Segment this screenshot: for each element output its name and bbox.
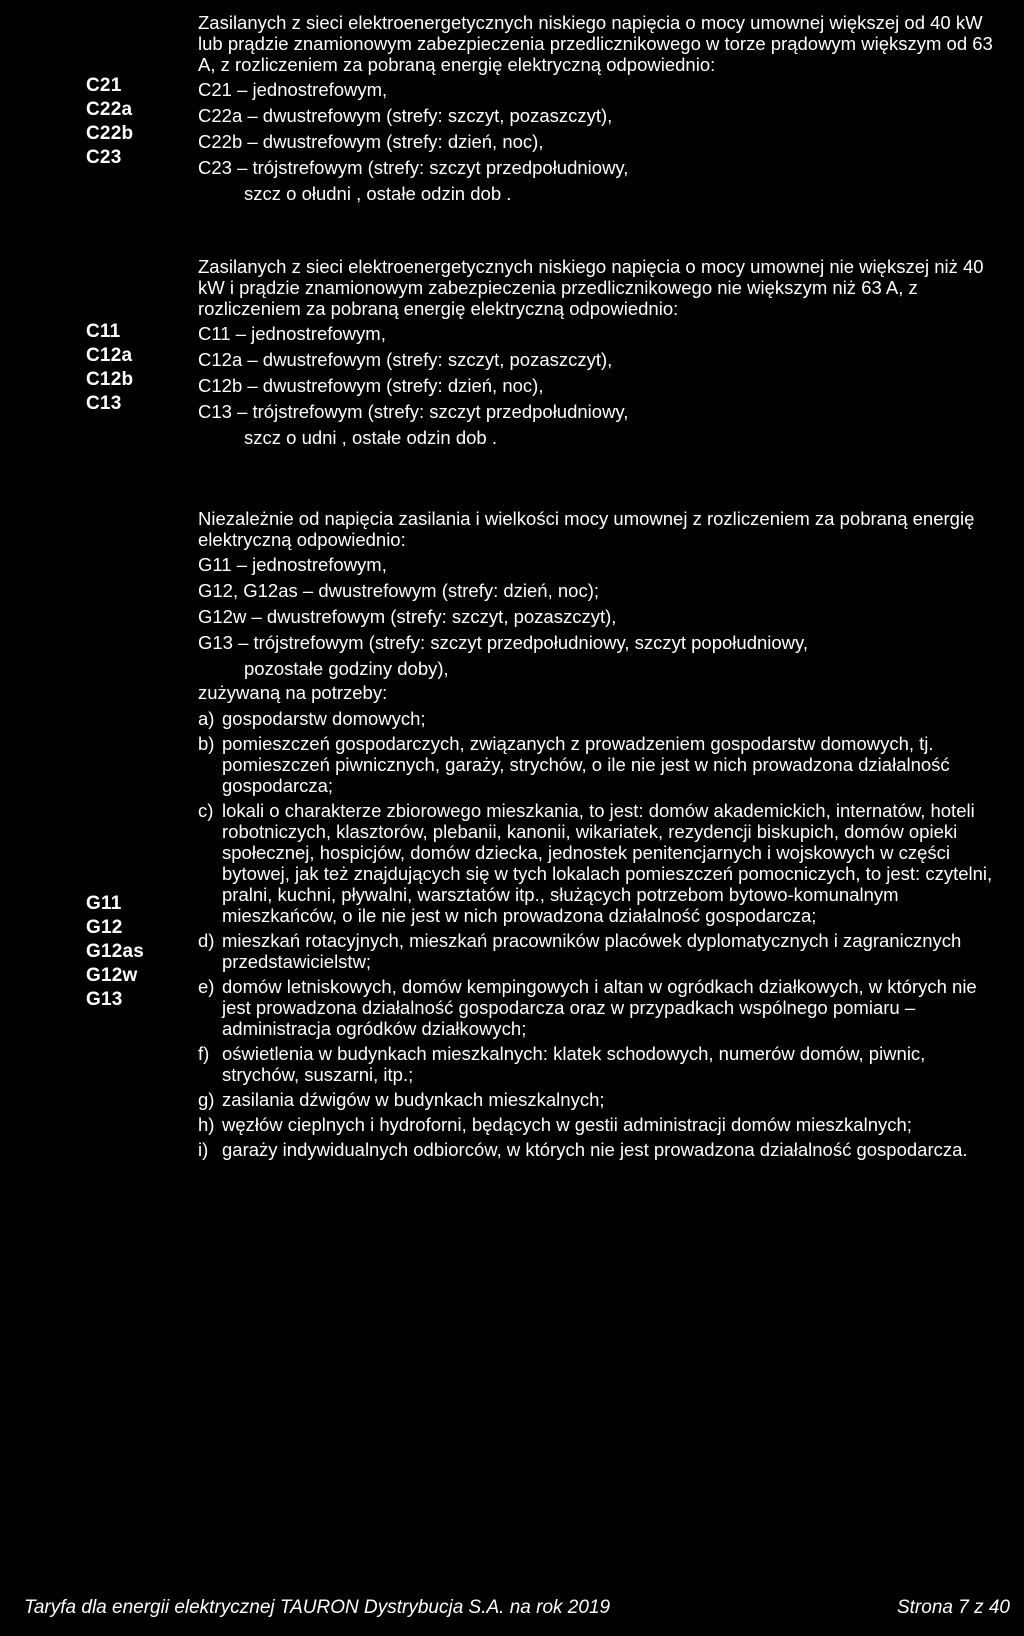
list-item	[198, 733, 998, 796]
tariff-line: C22a – dwustrefowym (strefy: szczyt, pozaszczyt),	[198, 105, 613, 126]
list-item-text: domów letniskowych, domów kempingowych i altan w ogródkach działkowych, w których nie jest prowadzona działalność gospodarcza oraz w przypadkach wspólnego pomiaru – administracja ogródków działkowych;	[222, 976, 977, 1039]
list-item-text: zasilania dźwigów w budynkach mieszkalnych;	[222, 1089, 605, 1110]
tariff-code: C22a	[86, 99, 133, 120]
list-item-label: d)	[198, 930, 215, 951]
section-intro: Zasilanych z sieci elektroenergetycznych niskiego napięcia o mocy umownej większej od 40 kW lub prądzie znamionowym zabezpieczenia przedlicznikowego w torze prądowym większym od 63 A, z rozliczeniem za pobraną energię elektryczną odpowiednio:	[198, 12, 993, 75]
list-item-label: e)	[198, 976, 215, 997]
tariff-code: C11	[86, 321, 121, 342]
list-item-text: mieszkań rotacyjnych, mieszkań pracowników placówek dyplomatycznych i zagranicznych przedstawicielstw;	[222, 930, 962, 972]
list-item-text: węzłów cieplnych i hydroforni, będących w gestii administracji domów mieszkalnych;	[222, 1114, 912, 1135]
footer-page-number: Strona 7 z 40	[896, 1597, 1010, 1618]
tariff-line: C22b – dwustrefowym (strefy: dzień, noc),	[198, 131, 544, 152]
list-item	[198, 1043, 998, 1085]
tariff-code: C22b	[86, 123, 134, 144]
list-item	[198, 930, 998, 972]
tariff-codes-c1	[86, 320, 133, 416]
tariff-line-continuation: szcz o ołudni , ostałe odzin dob .	[244, 183, 512, 204]
list-item	[198, 1139, 998, 1160]
section-intro: Niezależnie od napięcia zasilania i wielkości mocy umownej z rozliczeniem za pobraną energię elektryczną odpowiednio:	[198, 508, 975, 550]
tariff-line: C11 – jednostrefowym,	[198, 323, 386, 344]
tariff-line: G12, G12as – dwustrefowym (strefy: dzień, noc);	[198, 580, 599, 601]
tariff-codes-c2	[86, 74, 133, 170]
tariff-code: G11	[86, 893, 122, 914]
tariff-line: C12a – dwustrefowym (strefy: szczyt, pozaszczyt),	[198, 349, 613, 370]
tariff-code: C12a	[86, 345, 133, 366]
tariff-line: C13 – trójstrefowym (strefy: szczyt przedpołudniowy,	[198, 401, 629, 422]
tariff-description-c1	[198, 256, 998, 453]
page-footer	[0, 1595, 1024, 1625]
tariff-line: C21 – jednostrefowym,	[198, 79, 388, 100]
list-item-label: f)	[198, 1043, 210, 1064]
list-item	[198, 1089, 998, 1110]
list-item	[198, 1114, 998, 1135]
list-item-label: a)	[198, 708, 215, 729]
tariff-code: G12w	[86, 965, 138, 986]
tariff-line: G11 – jednostrefowym,	[198, 554, 387, 575]
tariff-line: C12b – dwustrefowym (strefy: dzień, noc),	[198, 375, 544, 396]
list-item-label: h)	[198, 1114, 215, 1135]
tariff-line-continuation: pozostałe godziny doby),	[244, 658, 449, 679]
list-item-text: oświetlenia w budynkach mieszkalnych: klatek schodowych, numerów domów, piwnic, strychów, suszarni, itp.;	[222, 1043, 926, 1085]
list-item	[198, 800, 998, 926]
tariff-line-continuation: szcz o udni , ostałe odzin dob .	[244, 427, 497, 448]
list-item-text: garaży indywidualnych odbiorców, w których nie jest prowadzona działalność gospodarcza.	[222, 1139, 968, 1160]
footer-document-title: Taryfa dla energii elektrycznej TAURON Dystrybucja S.A. na rok 2019	[24, 1597, 611, 1618]
list-item	[198, 708, 998, 729]
tariff-code: C21	[86, 75, 122, 96]
list-item-label: i)	[198, 1139, 209, 1160]
tariff-code: C23	[86, 147, 122, 168]
list-item	[198, 976, 998, 1039]
list-item-text: lokali o charakterze zbiorowego mieszkania, to jest: domów akademickich, internatów, hoteli robotniczych, klasztorów, plebanii, kanonii, wikariatek, rezydencji biskupich, domów opieki społecznej, hospicjów, domów dziecka, jednostek penitencjarnych i wojskowych w części bytowej, jak też znajdujących się w tych lokalach pomieszczeń pomocniczych, to jest: czytelni, pralni, kuchni, pływalni, warsztatów itp., służących potrzebom bytowo-komunalnym mieszkańców, o ile nie jest w nich prowadzona działalność gospodarcza;	[222, 800, 993, 926]
tariff-code: C13	[86, 393, 122, 414]
tariff-description-g	[198, 508, 998, 1164]
tariff-code: G12as	[86, 941, 145, 962]
tariff-line: G12w – dwustrefowym (strefy: szczyt, pozaszczyt),	[198, 606, 617, 627]
list-item-text: pomieszczeń gospodarczych, związanych z prowadzeniem gospodarstw domowych, tj. pomieszczeń piwnicznych, garaży, strychów, o ile nie jest w nich prowadzona działalność gospodarcza;	[222, 733, 950, 796]
section-intro: Zasilanych z sieci elektroenergetycznych niskiego napięcia o mocy umownej nie większej niż 40 kW i prądzie znamionowym zabezpieczenia przedlicznikowego nie większym niż 63 A, z rozliczeniem za pobraną energię elektryczną odpowiednio:	[198, 256, 984, 319]
list-item-label: g)	[198, 1089, 215, 1110]
list-item-label: c)	[198, 800, 214, 821]
tariff-line: G13 – trójstrefowym (strefy: szczyt przedpołudniowy, szczyt popołudniowy,	[198, 632, 809, 653]
usage-intro: zużywaną na potrzeby:	[198, 682, 388, 703]
list-item-text: gospodarstw domowych;	[222, 708, 426, 729]
list-item-label: b)	[198, 733, 215, 754]
tariff-description-c2	[198, 12, 998, 209]
tariff-code: G13	[86, 989, 123, 1010]
tariff-line: C23 – trójstrefowym (strefy: szczyt przedpołudniowy,	[198, 157, 629, 178]
tariff-code: C12b	[86, 369, 134, 390]
tariff-codes-g	[86, 892, 144, 1012]
usage-list	[198, 708, 998, 1160]
tariff-code: G12	[86, 917, 123, 938]
